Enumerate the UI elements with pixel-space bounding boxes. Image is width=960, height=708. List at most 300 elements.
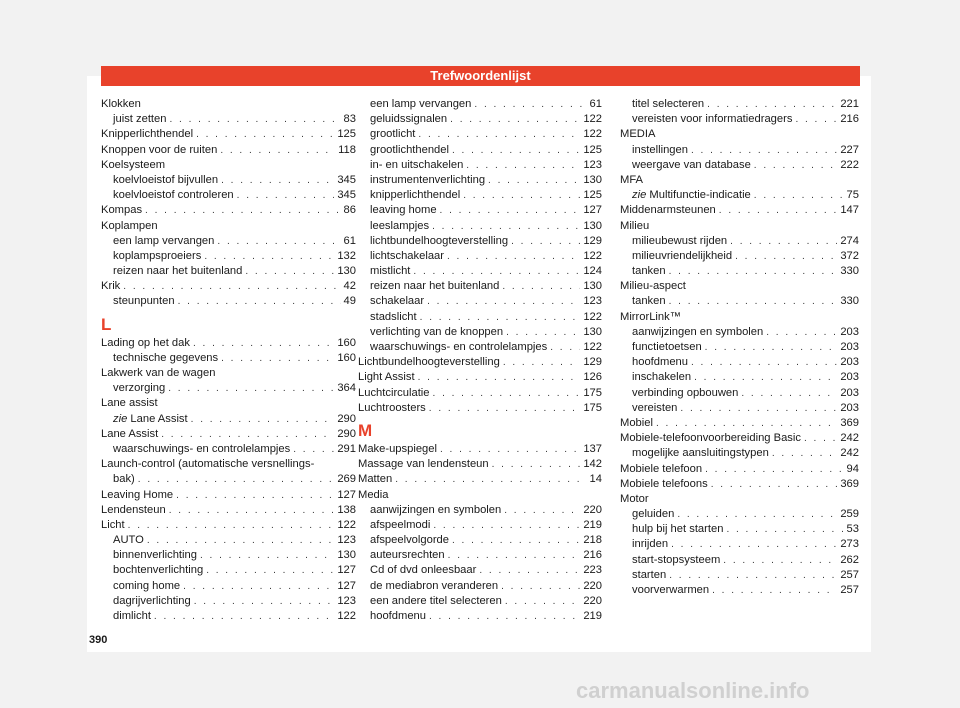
index-entry	[358, 203, 602, 218]
index-entry-label: koplampsproeiers	[113, 249, 202, 262]
index-entry-label: Lane Assist	[101, 427, 159, 440]
index-entry-label: vereisten	[632, 401, 678, 414]
index-entry-page: 160	[337, 336, 356, 349]
index-entry	[620, 568, 859, 583]
index-entry-page: 130	[583, 173, 602, 186]
dot-leader	[505, 594, 580, 609]
index-entry	[101, 143, 356, 158]
index-entry-label: reizen naar het buitenland	[370, 280, 500, 293]
index-entry-page: 122	[583, 249, 602, 262]
index-entry-label: geluiden	[632, 508, 675, 521]
index-entry-page: 291	[337, 442, 356, 455]
index-entry	[358, 264, 602, 279]
dot-leader	[669, 294, 838, 309]
dot-leader	[479, 563, 580, 578]
index-entry	[101, 351, 356, 366]
index-entry-label: milieubewust rijden	[632, 234, 728, 247]
index-entry-page: 175	[583, 401, 602, 414]
dot-leader	[705, 340, 838, 355]
index-entry-page: 123	[583, 295, 602, 308]
index-entry-label: waarschuwings- en controlelampjes	[370, 341, 548, 353]
dot-leader	[466, 158, 580, 173]
index-entry-page: 83	[343, 113, 356, 126]
index-entry-page: 130	[583, 219, 602, 232]
index-entry-label: stadslicht	[370, 310, 417, 323]
index-entry-page: 138	[337, 503, 356, 516]
index-entry	[358, 533, 602, 548]
dot-leader	[501, 579, 580, 594]
index-entry-page: 219	[583, 518, 602, 531]
index-entry-page: 130	[337, 265, 356, 278]
index-entry-label: bak)	[113, 473, 135, 486]
index-entry	[358, 442, 602, 457]
index-entry-page: 203	[840, 386, 859, 399]
index-entry-label: afspeelmodi	[370, 518, 431, 531]
index-entry	[620, 507, 859, 522]
dot-leader	[711, 477, 838, 492]
index-entry-label: Licht	[101, 518, 125, 531]
index-entry	[101, 127, 356, 142]
index-entry	[620, 553, 859, 568]
index-entry-page: 242	[840, 447, 859, 460]
index-entry-label: inschakelen	[632, 371, 692, 384]
dot-leader	[193, 336, 334, 351]
index-entry-label: Middenarmsteunen	[620, 204, 716, 217]
index-entry	[620, 158, 859, 173]
index-entry-page: 222	[840, 158, 859, 171]
index-entry	[101, 336, 356, 351]
index-entry-label: AUTO	[113, 534, 144, 547]
index-heading: Lane assist	[101, 397, 158, 410]
dot-leader	[440, 442, 580, 457]
index-entry	[620, 537, 859, 552]
dot-leader	[680, 401, 837, 416]
index-entry-label: start-stopsysteem	[632, 553, 721, 566]
index-entry	[358, 97, 602, 112]
index-entry-page: 127	[337, 488, 356, 501]
index-entry-page: 364	[337, 382, 356, 395]
dot-leader	[691, 355, 837, 370]
index-entry-label: Mobiel	[620, 416, 653, 429]
index-entry	[358, 310, 602, 325]
index-entry-label: aanwijzingen en symbolen	[370, 503, 502, 516]
dot-leader	[506, 325, 580, 340]
dot-leader	[503, 355, 581, 370]
index-entry	[620, 370, 859, 385]
index-entry	[358, 143, 602, 158]
index-entry-page: 221	[840, 98, 859, 110]
index-entry	[620, 355, 859, 370]
dot-leader	[194, 594, 335, 609]
dot-leader	[147, 533, 334, 548]
index-entry	[620, 112, 859, 127]
index-entry-page: 127	[337, 579, 356, 592]
index-entry-page: 290	[337, 412, 356, 425]
index-entry-page: 129	[583, 234, 602, 247]
index-entry	[620, 203, 859, 218]
index-entry	[620, 583, 859, 598]
index-entry-label: een lamp vervangen	[113, 234, 215, 247]
index-entry-page: 372	[840, 249, 859, 262]
index-entry	[358, 355, 602, 370]
index-entry-page: 290	[337, 427, 356, 440]
index-entry-label: instellingen	[632, 143, 688, 156]
index-entry	[620, 477, 859, 492]
index-entry-page: 122	[583, 341, 602, 353]
index-entry	[101, 533, 356, 548]
index-entry-label: in- en uitschakelen	[370, 158, 464, 171]
dot-leader	[433, 386, 581, 401]
watermark: carmanualsonline.info	[576, 678, 810, 703]
index-entry	[358, 386, 602, 401]
dot-leader	[169, 112, 340, 127]
index-entry	[101, 518, 356, 533]
index-entry-page: 132	[337, 249, 356, 262]
dot-leader	[183, 579, 334, 594]
index-entry-page: 160	[337, 351, 356, 364]
index-entry-label: leaving home	[370, 204, 437, 217]
index-entry	[620, 401, 859, 416]
index-entry-label: Knoppen voor de ruiten	[101, 143, 218, 156]
index-entry	[358, 219, 602, 234]
dot-leader	[671, 537, 837, 552]
index-heading: Milieu	[620, 219, 650, 232]
index-entry-label: Krik	[101, 280, 121, 293]
index-entry-page: 123	[337, 534, 356, 547]
dot-leader	[128, 518, 335, 533]
index-entry	[358, 401, 602, 416]
index-entry	[101, 279, 356, 294]
index-entry	[620, 522, 859, 537]
dot-leader	[669, 568, 837, 583]
dot-leader	[504, 503, 580, 518]
index-entry-label: Luchtroosters	[358, 401, 426, 414]
index-entry-label: leeslampjes	[370, 219, 430, 232]
dot-leader	[245, 264, 334, 279]
index-entry	[101, 548, 356, 563]
index-heading: Lakwerk van de wagen	[101, 367, 216, 379]
index-entry	[620, 294, 859, 309]
index-entry	[358, 609, 602, 624]
index-entry-page: 122	[583, 310, 602, 323]
index-entry	[358, 188, 602, 203]
index-entry	[358, 325, 602, 340]
index-entry-page: 273	[840, 538, 859, 551]
index-entry-label: Lichtbundelhoogteverstelling	[358, 356, 500, 369]
index-entry-label: milieuvriendelijkheid	[632, 249, 733, 262]
index-entry-label: knipperlichthendel	[370, 189, 461, 202]
index-entry	[620, 234, 859, 249]
dot-leader	[712, 583, 837, 598]
index-entry-page: 220	[583, 594, 602, 607]
index-entry-page: 216	[840, 113, 859, 126]
dot-leader	[204, 249, 334, 264]
index-entry-label: hoofdmenu	[632, 356, 688, 369]
index-entry	[358, 370, 602, 385]
index-entry-page: 220	[583, 579, 602, 592]
index-entry-label: lichtbundelhoogteverstelling	[370, 234, 509, 247]
index-entry	[101, 563, 356, 578]
index-entry	[101, 381, 356, 396]
dot-leader	[154, 609, 334, 624]
dot-leader	[220, 143, 335, 158]
index-entry-label: Make-upspiegel	[358, 442, 437, 455]
index-entry-page: 130	[583, 325, 602, 338]
dot-leader	[452, 143, 580, 158]
index-entry-page: 86	[343, 204, 356, 217]
index-entry-page: 203	[840, 341, 859, 353]
index-entry-page: 345	[337, 173, 356, 186]
dot-leader	[450, 112, 580, 127]
index-entry	[101, 472, 356, 487]
dot-leader	[191, 412, 335, 427]
dot-leader	[656, 416, 837, 431]
index-entry	[358, 158, 602, 173]
dot-leader	[206, 563, 334, 578]
index-entry-page: 345	[337, 189, 356, 202]
index-entry	[101, 594, 356, 609]
index-entry	[101, 579, 356, 594]
index-entry-page: 220	[583, 503, 602, 516]
index-entry-label: Mobiele telefoons	[620, 477, 708, 490]
dot-leader	[741, 386, 837, 401]
index-entry	[101, 294, 356, 309]
index-entry	[101, 188, 356, 203]
index-entry	[101, 234, 356, 249]
index-entry	[358, 518, 602, 533]
index-entry-page: 122	[583, 113, 602, 126]
dot-leader	[418, 127, 580, 142]
index-entry	[101, 503, 356, 518]
index-entry-page: 203	[840, 325, 859, 338]
index-entry	[620, 386, 859, 401]
index-entry-label: mistlicht	[370, 265, 411, 278]
index-entry-label: aanwijzingen en symbolen	[632, 325, 764, 338]
index-entry-label: waarschuwings- en controlelampjes	[113, 442, 291, 455]
index-entry-label: mogelijke aansluitingstypen	[632, 447, 769, 460]
index-entry-page: 147	[840, 204, 859, 217]
index-heading: Klokken	[101, 98, 141, 110]
index-entry	[101, 249, 356, 264]
index-entry	[101, 112, 356, 127]
index-entry	[101, 427, 356, 442]
index-entry-label: Massage van lendensteun	[358, 458, 489, 471]
index-heading: Koplampen	[101, 219, 158, 232]
index-entry-label: Kompas	[101, 204, 143, 217]
index-entry-page: 257	[840, 584, 859, 596]
index-entry	[358, 234, 602, 249]
dot-leader	[754, 158, 838, 173]
dot-leader	[433, 518, 580, 533]
index-entry	[358, 503, 602, 518]
index-entry-page: 137	[583, 442, 602, 455]
index-entry-page: 369	[840, 416, 859, 429]
page-number: 390	[89, 634, 108, 646]
index-entry-page: 369	[840, 477, 859, 490]
dot-leader	[237, 188, 335, 203]
dot-leader	[447, 249, 580, 264]
dot-leader	[502, 279, 580, 294]
index-entry-label: koelvloeistof bijvullen	[113, 173, 219, 186]
index-entry-page: 42	[343, 280, 356, 293]
index-entry-page: 274	[840, 234, 859, 247]
dot-leader	[221, 351, 334, 366]
index-entry-label: dimlicht	[113, 610, 151, 622]
dot-leader	[200, 548, 334, 563]
index-entry-label: Lading op het dak	[101, 336, 190, 349]
index-entry	[358, 127, 602, 142]
dot-leader	[488, 173, 580, 188]
index-entry	[101, 488, 356, 503]
index-entry	[358, 594, 602, 609]
index-entry	[358, 340, 602, 355]
index-entry	[620, 340, 859, 355]
index-entry-label: starten	[632, 568, 667, 581]
index-entry-page: 218	[583, 534, 602, 547]
index-entry-label: Matten	[358, 473, 393, 486]
dot-leader	[772, 446, 838, 461]
index-entry-label: een lamp vervangen	[370, 98, 472, 110]
index-entry-label: lichtschakelaar	[370, 249, 444, 262]
dot-leader	[196, 127, 334, 142]
index-entry-label: Mobiele telefoon	[620, 462, 703, 475]
dot-leader	[432, 219, 580, 234]
dot-leader	[420, 310, 581, 325]
index-entry-label: geluidssignalen	[370, 113, 448, 126]
index-entry	[620, 462, 859, 477]
index-entry	[620, 431, 859, 446]
index-entry-label: zie Multifunctie-indicatie	[632, 189, 751, 202]
index-entry-page: 262	[840, 553, 859, 566]
index-entry-page: 75	[846, 189, 859, 202]
index-entry-label: Leaving Home	[101, 488, 174, 501]
dot-leader	[694, 370, 837, 385]
index-entry-page: 269	[337, 473, 356, 486]
index-entry-label: hoofdmenu	[370, 610, 426, 622]
index-entry-page: 122	[583, 128, 602, 141]
index-entry-label: grootlicht	[370, 128, 416, 141]
index-entry	[101, 264, 356, 279]
index-entry-label: de mediabron veranderen	[370, 579, 499, 592]
index-entry-label: binnenverlichting	[113, 549, 197, 562]
index-entry-page: 203	[840, 356, 859, 369]
dot-leader	[429, 609, 580, 624]
index-entry-label: Luchtcirculatie	[358, 386, 430, 399]
index-entry	[620, 264, 859, 279]
dot-leader	[176, 488, 334, 503]
dot-leader	[795, 112, 837, 127]
dot-leader	[550, 340, 580, 355]
index-entry-page: 257	[840, 568, 859, 581]
index-entry-page: 130	[583, 280, 602, 293]
index-entry-label: auteursrechten	[370, 549, 445, 562]
index-entry	[101, 412, 356, 427]
index-entry-page: 123	[337, 594, 356, 607]
index-heading: MirrorLink™	[620, 310, 681, 323]
dot-leader	[705, 462, 843, 477]
index-heading: MEDIA	[620, 128, 656, 141]
index-column-1	[101, 97, 356, 624]
index-entry-label: juist zetten	[113, 113, 167, 126]
index-entry-label: reizen naar het buitenland	[113, 265, 243, 278]
index-entry-label: grootlichthendel	[370, 143, 449, 156]
index-section-letter: L	[101, 314, 112, 334]
index-entry-page: 142	[583, 458, 602, 471]
index-entry-label: tanken	[632, 265, 666, 278]
index-entry-label: Cd of dvd onleesbaar	[370, 564, 477, 577]
index-entry-label: tanken	[632, 295, 666, 308]
index-entry-page: 122	[337, 610, 356, 622]
index-entry-label: vereisten voor informatiedragers	[632, 113, 793, 126]
dot-leader	[766, 325, 837, 340]
dot-leader	[429, 401, 581, 416]
index-entry	[620, 446, 859, 461]
index-entry-page: 242	[840, 432, 859, 445]
index-entry-label: koelvloeistof controleren	[113, 189, 234, 202]
index-entry-page: 130	[337, 549, 356, 562]
page-header: Trefwoordenlijst	[101, 66, 860, 86]
index-heading: Media	[358, 488, 389, 501]
index-entry-label: instrumentenverlichting	[370, 173, 486, 186]
dot-leader	[413, 264, 580, 279]
index-column-3	[620, 97, 859, 598]
index-entry	[358, 472, 602, 487]
index-entry-label: steunpunten	[113, 295, 175, 308]
index-entry	[101, 442, 356, 457]
index-entry	[358, 112, 602, 127]
dot-leader	[168, 381, 334, 396]
dot-leader	[511, 234, 580, 249]
index-entry-page: 61	[589, 98, 602, 110]
index-entry-page: 14	[589, 473, 602, 486]
index-entry-label: dagrijverlichting	[113, 594, 191, 607]
index-entry	[358, 279, 602, 294]
index-entry-label: weergave van database	[632, 158, 751, 171]
index-entry-page: 127	[337, 564, 356, 577]
index-entry-page: 125	[583, 143, 602, 156]
index-entry-label: titel selecteren	[632, 98, 705, 110]
dot-leader	[418, 370, 581, 385]
index-entry-page: 125	[583, 189, 602, 202]
dot-leader	[804, 431, 837, 446]
index-entry	[358, 579, 602, 594]
index-entry-page: 175	[583, 386, 602, 399]
index-entry	[101, 173, 356, 188]
index-heading: Launch-control (automatische versnellings-	[101, 458, 315, 471]
index-entry-label: bochtenverlichting	[113, 564, 204, 577]
dot-leader	[221, 173, 334, 188]
dot-leader	[669, 264, 838, 279]
index-entry-page: 219	[583, 610, 602, 622]
index-entry-label: verbinding opbouwen	[632, 386, 739, 399]
dot-leader	[145, 203, 341, 218]
index-entry-page: 125	[337, 128, 356, 141]
index-entry-page: 223	[583, 564, 602, 577]
dot-leader	[707, 97, 837, 112]
dot-leader	[169, 503, 335, 518]
index-entry-label: Mobiele-telefoonvoorbereiding Basic	[620, 432, 801, 445]
dot-leader	[452, 533, 580, 548]
index-entry	[358, 457, 602, 472]
index-entry-page: 330	[840, 265, 859, 278]
dot-leader	[723, 553, 837, 568]
dot-leader	[178, 294, 341, 309]
index-entry-page: 61	[343, 234, 356, 247]
dot-leader	[691, 143, 837, 158]
index-entry-page: 118	[338, 143, 356, 156]
dot-leader	[735, 249, 837, 264]
index-entry-page: 127	[583, 204, 602, 217]
